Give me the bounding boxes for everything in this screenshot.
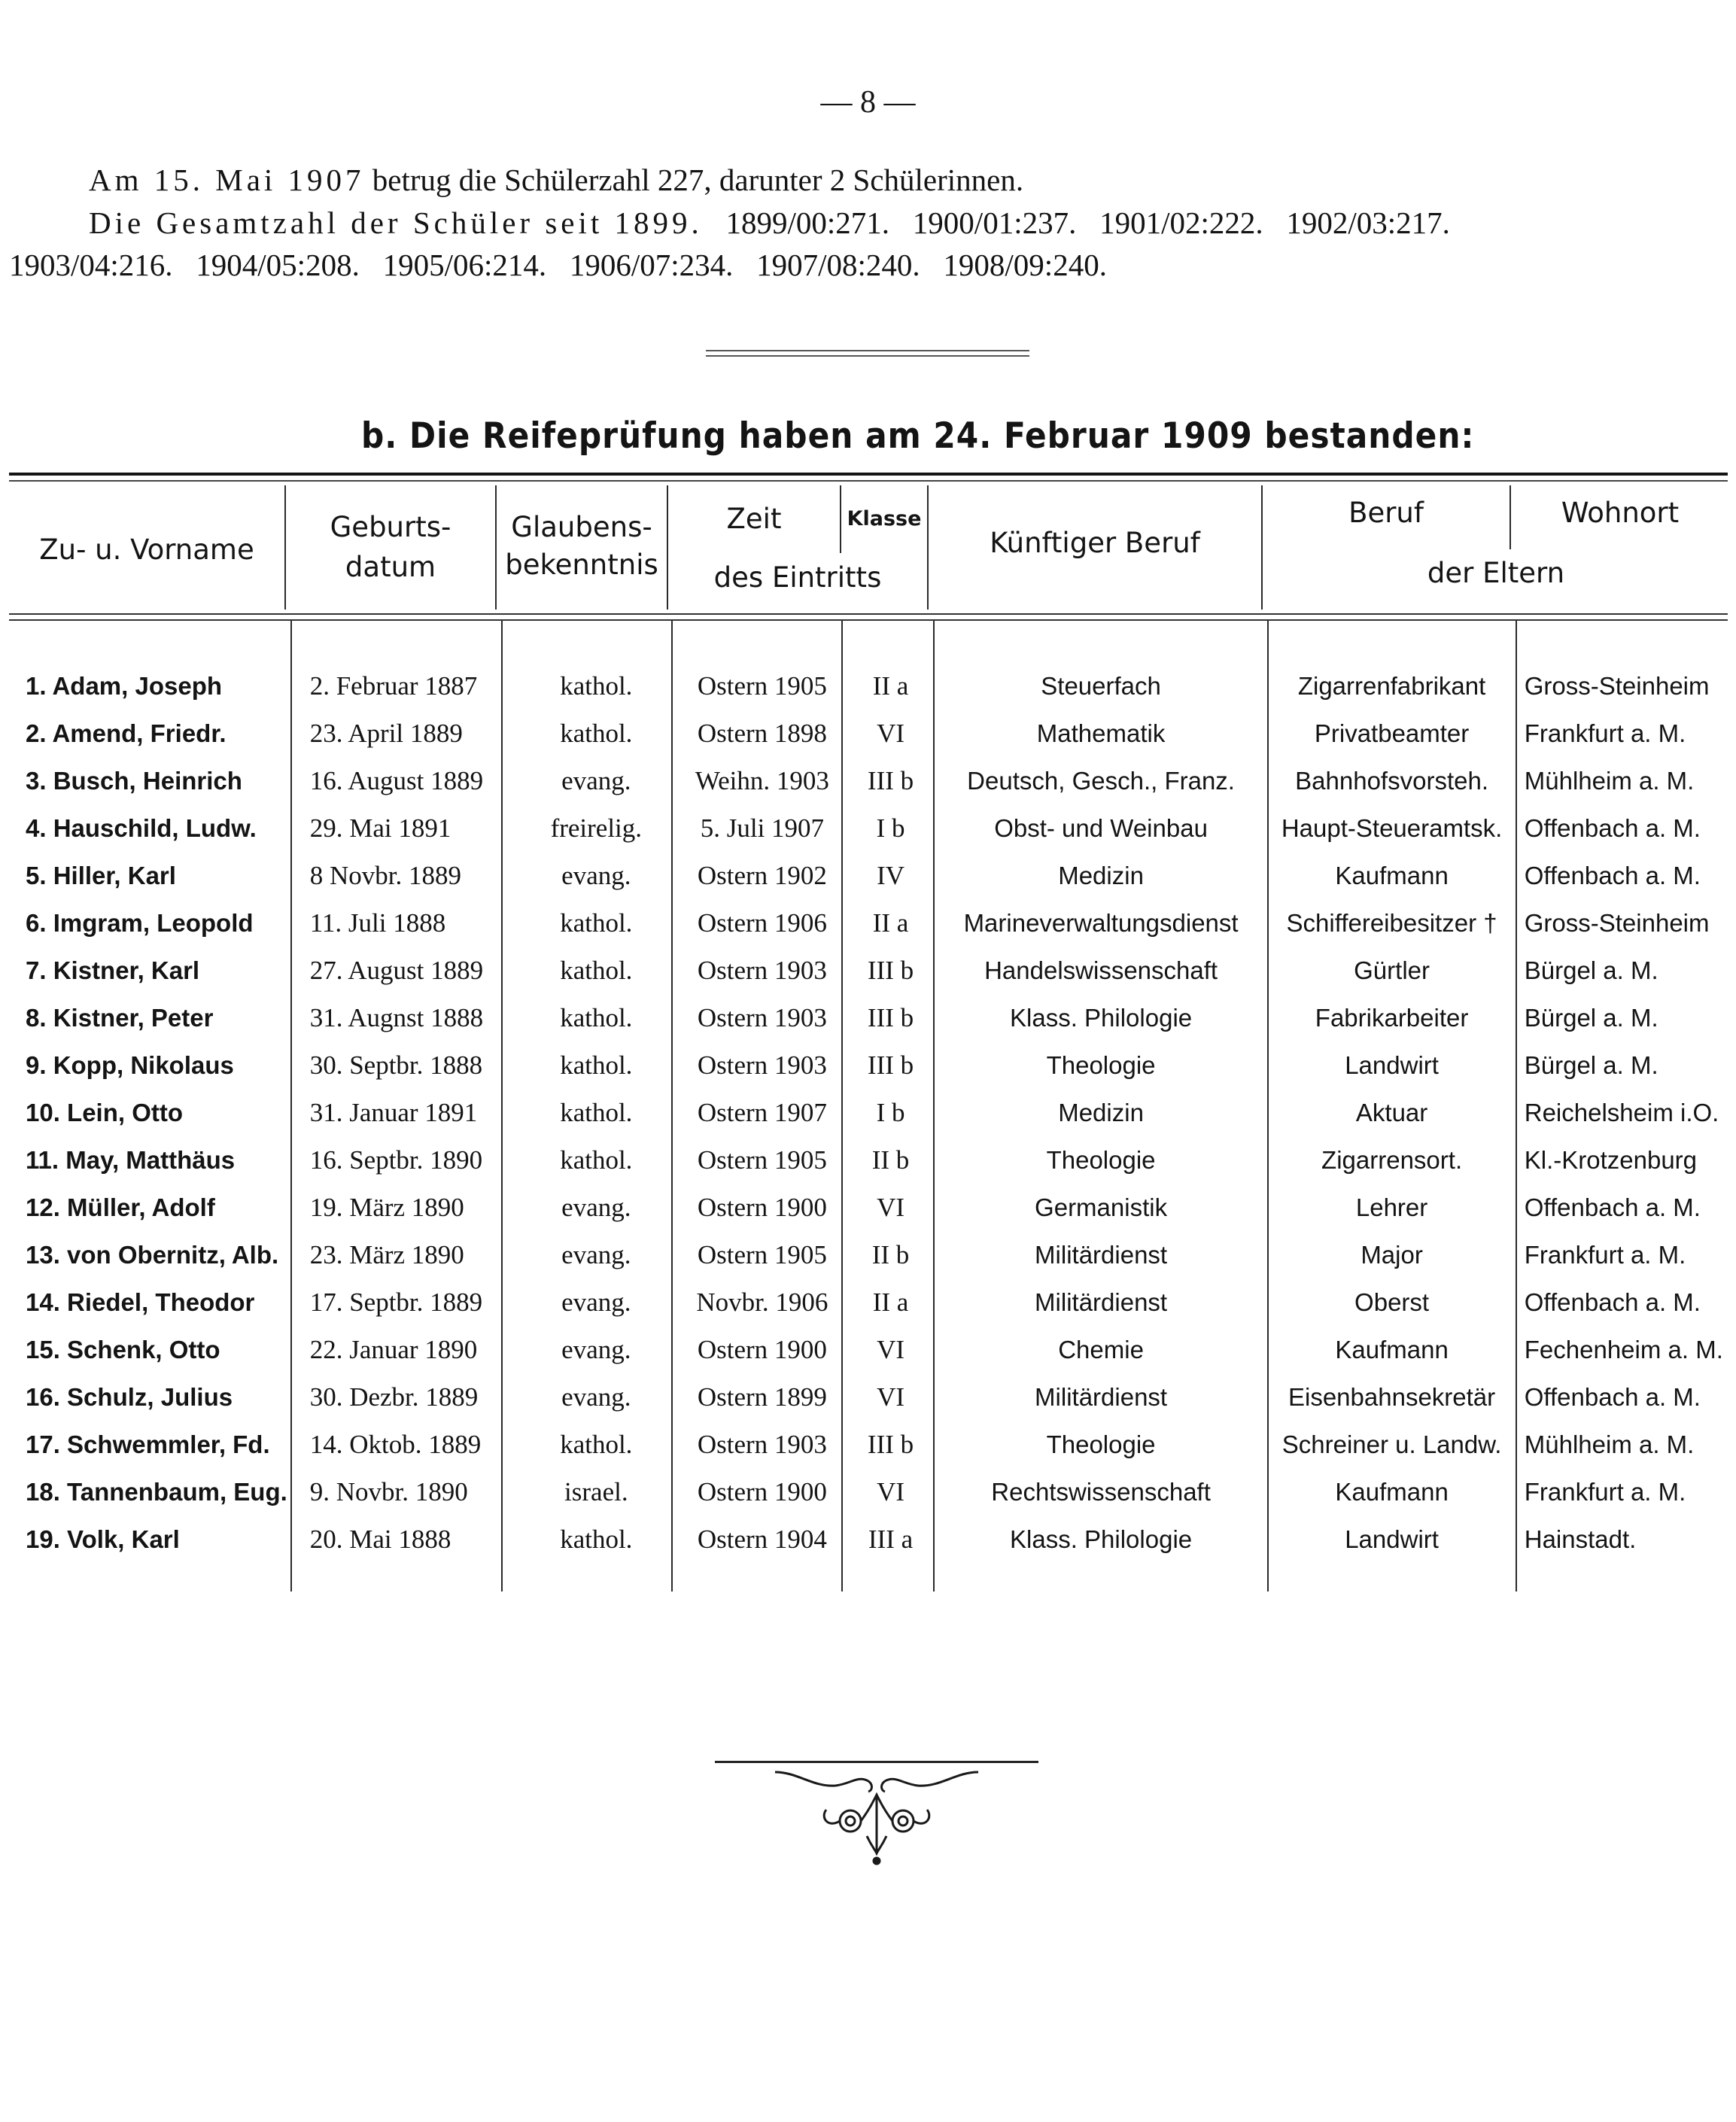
entry-class: II b [871, 1239, 910, 1269]
entry-date: Ostern 1905 [697, 1239, 827, 1269]
entry-date: Ostern 1902 [697, 860, 827, 890]
table-row [9, 1468, 1736, 1515]
birth-date: 22. Januar 1890 [309, 1334, 478, 1364]
entry-class: VI [877, 1476, 904, 1506]
parent-residence: Fechenheim a. M. [1524, 1335, 1723, 1363]
parent-occupation: Eisenbahnsekretär [1288, 1382, 1496, 1411]
table-row [9, 1373, 1736, 1421]
table-row [9, 1231, 1736, 1278]
header-birth-1: Geburts- [330, 511, 451, 543]
entry-date: Ostern 1905 [697, 1145, 827, 1175]
student-name: 19. Volk, Karl [26, 1525, 180, 1553]
table-row [9, 1326, 1736, 1373]
parent-occupation: Schreiner u. Landw. [1281, 1430, 1502, 1458]
future-career: Mathematik [1036, 719, 1166, 747]
birth-date: 23. April 1889 [309, 718, 463, 748]
parent-occupation: Lehrer [1355, 1193, 1428, 1221]
parent-residence: Offenbach a. M. [1524, 813, 1701, 842]
table-row [9, 1136, 1736, 1184]
table-row [9, 710, 1736, 757]
confession: evang. [561, 1334, 631, 1364]
header-residence: Wohnort [1561, 497, 1680, 529]
table-row [9, 1515, 1736, 1563]
parent-occupation: Haupt-Steueramtsk. [1281, 813, 1503, 842]
entry-class: II a [872, 670, 909, 701]
table-row [9, 1089, 1736, 1136]
future-career: Obst- und Weinbau [994, 813, 1208, 842]
table-row [9, 1184, 1736, 1231]
header-class: Klasse [847, 507, 922, 530]
student-name: 17. Schwemmler, Fd. [26, 1430, 270, 1458]
parent-residence: Frankfurt a. M. [1524, 1240, 1686, 1269]
parent-residence: Mühlheim a. M. [1524, 766, 1695, 795]
parent-occupation: Aktuar [1355, 1098, 1428, 1126]
table-row [9, 662, 1736, 710]
future-career: Militärdienst [1035, 1287, 1168, 1316]
parent-residence: Kl.-Krotzenburg [1524, 1145, 1698, 1174]
student-name: 9. Kopp, Nikolaus [26, 1050, 234, 1079]
parent-occupation: Oberst [1354, 1287, 1430, 1316]
table-row [9, 1421, 1736, 1468]
student-name: 16. Schulz, Julius [26, 1382, 233, 1411]
birth-date: 29. Mai 1891 [309, 813, 451, 843]
student-name: 14. Riedel, Theodor [26, 1287, 255, 1316]
student-name: 5. Hiller, Karl [26, 861, 176, 889]
entry-date: Ostern 1906 [697, 907, 827, 938]
parent-residence: Frankfurt a. M. [1524, 1477, 1686, 1506]
header-time: Zeit [726, 503, 782, 535]
entry-date: Ostern 1903 [697, 955, 827, 985]
future-career: Steuerfach [1041, 671, 1161, 700]
page-number: — 8 — [820, 85, 916, 120]
confession: kathol. [560, 1097, 633, 1127]
confession: kathol. [560, 1429, 633, 1459]
birth-date: 16. August 1889 [309, 765, 484, 795]
entry-date: Ostern 1907 [697, 1097, 827, 1127]
entry-class: III a [868, 1524, 914, 1554]
intro-line-1-date: Am 15. Mai 1907 [89, 163, 365, 197]
intro-line-3: 1903/04:216. 1904/05:208. 1905/06:214. 1906/07:234. 1907/08:240. 1908/09:240. [9, 248, 1107, 282]
table-top-rule-thin [9, 480, 1728, 482]
entry-date: Ostern 1898 [697, 718, 827, 748]
confession: kathol. [560, 1145, 633, 1175]
parent-occupation: Landwirt [1345, 1050, 1439, 1079]
parent-occupation: Zigarrensort. [1321, 1145, 1463, 1174]
parent-occupation: Landwirt [1345, 1525, 1439, 1553]
student-name: 4. Hauschild, Ludw. [26, 813, 257, 842]
entry-class: VI [877, 1382, 904, 1412]
parent-residence: Bürgel a. M. [1524, 1003, 1658, 1032]
confession: kathol. [560, 670, 633, 701]
entry-date: Weihn. 1903 [695, 765, 829, 795]
future-career: Militärdienst [1035, 1240, 1168, 1269]
student-name: 11. May, Matthäus [26, 1145, 236, 1174]
intro-line-2-text: Die Gesamtzahl der Schüler seit 1899. [89, 205, 703, 240]
entry-date: Novbr. 1906 [696, 1287, 828, 1317]
header-name: Zu- u. Vorname [39, 534, 254, 566]
parent-residence: Bürgel a. M. [1524, 956, 1658, 984]
confession: kathol. [560, 1050, 633, 1080]
entry-class: III b [867, 1429, 914, 1459]
entry-date: Ostern 1900 [697, 1192, 827, 1222]
student-name: 18. Tannenbaum, Eug. [26, 1477, 287, 1506]
entry-class: VI [877, 718, 904, 748]
birth-date: 23. März 1890 [309, 1239, 464, 1269]
parent-occupation: Kaufmann [1335, 1477, 1449, 1506]
flourish-ornament-icon [768, 1765, 986, 1870]
confession: evang. [561, 1192, 631, 1222]
entry-class: III b [867, 765, 914, 795]
birth-date: 31. Augnst 1888 [309, 1002, 484, 1032]
entry-class: VI [877, 1334, 904, 1364]
student-name: 1. Adam, Joseph [26, 671, 223, 700]
confession: kathol. [560, 718, 633, 748]
intro-line-1-text: betrug die Schülerzahl 227, darunter 2 Schülerinnen. [364, 163, 1024, 197]
confession: kathol. [560, 955, 633, 985]
header-career: Künftiger Beruf [990, 527, 1200, 559]
birth-date: 16. Septbr. 1890 [309, 1145, 483, 1175]
section-separator [706, 350, 1029, 357]
parent-residence: Offenbach a. M. [1524, 1382, 1701, 1411]
birth-date: 30. Septbr. 1888 [309, 1050, 483, 1080]
birth-date: 19. März 1890 [309, 1192, 464, 1222]
future-career: Klass. Philologie [1010, 1525, 1193, 1553]
birth-date: 20. Mai 1888 [309, 1524, 451, 1554]
future-career: Rechtswissenschaft [991, 1477, 1211, 1506]
parent-occupation: Zigarrenfabrikant [1297, 671, 1486, 700]
parent-occupation: Kaufmann [1335, 1335, 1449, 1363]
header-birth-2: datum [345, 551, 436, 583]
parent-residence: Bürgel a. M. [1524, 1050, 1658, 1079]
intro-line-2 [0, 205, 1736, 241]
birth-date: 30. Dezbr. 1889 [309, 1382, 479, 1412]
confession: evang. [561, 1287, 631, 1317]
header-bottom-rule [9, 613, 1728, 621]
parent-residence: Offenbach a. M. [1524, 861, 1701, 889]
header-faith-2: bekenntnis [505, 549, 658, 581]
parent-occupation: Bahnhofsvorsteh. [1295, 766, 1488, 795]
entry-class: I b [876, 1097, 905, 1127]
header-faith-1: Glaubens- [511, 511, 652, 543]
entry-class: III b [867, 955, 914, 985]
student-name: 3. Busch, Heinrich [26, 766, 242, 795]
entry-class: IV [877, 860, 904, 890]
table-row [9, 1278, 1736, 1326]
entry-class: VI [877, 1192, 904, 1222]
future-career: Medizin [1058, 861, 1144, 889]
entry-class: I b [876, 813, 905, 843]
table-row [9, 852, 1736, 899]
parent-residence: Reichelsheim i.O. [1524, 1098, 1719, 1126]
parent-residence: Gross-Steinheim [1524, 908, 1710, 937]
birth-date: 14. Oktob. 1889 [309, 1429, 482, 1459]
parent-occupation: Major [1361, 1240, 1423, 1269]
parent-occupation: Gürtler [1354, 956, 1430, 984]
entry-date: Ostern 1900 [697, 1334, 827, 1364]
entry-date: Ostern 1899 [697, 1382, 827, 1412]
entry-class: II b [871, 1145, 910, 1175]
table-row [9, 804, 1736, 852]
future-career: Deutsch, Gesch., Franz. [967, 766, 1235, 795]
confession: kathol. [560, 1002, 633, 1032]
entry-class: III b [867, 1050, 914, 1080]
birth-date: 9. Novbr. 1890 [309, 1476, 468, 1506]
future-career: Theologie [1046, 1430, 1156, 1458]
parent-residence: Mühlheim a. M. [1524, 1430, 1695, 1458]
parent-occupation: Fabrikarbeiter [1315, 1003, 1469, 1032]
parent-residence: Hainstadt. [1524, 1525, 1637, 1553]
future-career: Theologie [1046, 1050, 1156, 1079]
student-name: 2. Amend, Friedr. [26, 719, 227, 747]
table-row [9, 757, 1736, 804]
entry-class: II a [872, 907, 909, 938]
student-name: 13. von Obernitz, Alb. [26, 1240, 279, 1269]
confession: kathol. [560, 907, 633, 938]
table-row [9, 994, 1736, 1041]
parent-residence: Gross-Steinheim [1524, 671, 1710, 700]
future-career: Medizin [1058, 1098, 1144, 1126]
future-career: Klass. Philologie [1010, 1003, 1193, 1032]
future-career: Militärdienst [1035, 1382, 1168, 1411]
future-career: Marineverwaltungsdienst [963, 908, 1239, 937]
ornament-rule [715, 1761, 1038, 1763]
entry-date: Ostern 1903 [697, 1050, 827, 1080]
student-name: 10. Lein, Otto [26, 1098, 184, 1126]
student-name: 12. Müller, Adolf [26, 1193, 215, 1221]
table-row [9, 899, 1736, 947]
birth-date: 2. Februar 1887 [309, 670, 478, 701]
confession: evang. [561, 1239, 631, 1269]
entry-class: II a [872, 1287, 909, 1317]
parent-residence: Offenbach a. M. [1524, 1193, 1701, 1221]
confession: evang. [561, 1382, 631, 1412]
birth-date: 8 Novbr. 1889 [309, 860, 461, 890]
entry-date: Ostern 1900 [697, 1476, 827, 1506]
table-top-rule [9, 473, 1728, 476]
future-career: Germanistik [1035, 1193, 1168, 1221]
parent-occupation: Schiffereibesitzer † [1286, 908, 1497, 937]
birth-date: 17. Septbr. 1889 [309, 1287, 483, 1317]
student-name: 8. Kistner, Peter [26, 1003, 214, 1032]
confession: israel. [564, 1476, 628, 1506]
graduates-table [9, 662, 1736, 1563]
confession: evang. [561, 860, 631, 890]
entry-date: Ostern 1903 [697, 1002, 827, 1032]
birth-date: 27. August 1889 [309, 955, 484, 985]
intro-line-1 [0, 162, 1736, 198]
confession: kathol. [560, 1524, 633, 1554]
header-entry: des Eintritts [713, 561, 882, 594]
future-career: Chemie [1058, 1335, 1144, 1363]
intro-line-2-counts: 1899/00:271. 1900/01:237. 1901/02:222. 1902/03:217. [702, 205, 1450, 240]
section-heading: b. Die Reifeprüfung haben am 24. Februar 1909 bestanden: [361, 415, 1475, 457]
birth-date: 11. Juli 1888 [309, 907, 446, 938]
entry-date: Ostern 1904 [697, 1524, 827, 1554]
confession: evang. [561, 765, 631, 795]
entry-class: III b [867, 1002, 914, 1032]
student-name: 7. Kistner, Karl [26, 956, 200, 984]
table-row [9, 947, 1736, 994]
parent-residence: Offenbach a. M. [1524, 1287, 1701, 1316]
future-career: Handelswissenschaft [984, 956, 1218, 984]
parent-occupation: Privatbeamter [1314, 719, 1470, 747]
parent-residence: Frankfurt a. M. [1524, 719, 1686, 747]
student-name: 15. Schenk, Otto [26, 1335, 220, 1363]
entry-date: Ostern 1905 [697, 670, 827, 701]
parent-occupation: Kaufmann [1335, 861, 1449, 889]
student-name: 6. Imgram, Leopold [26, 908, 254, 937]
header-parents-job: Beruf [1348, 497, 1424, 529]
entry-date: Ostern 1903 [697, 1429, 827, 1459]
entry-date: 5. Juli 1907 [700, 813, 825, 843]
header-parents: der Eltern [1427, 557, 1565, 589]
birth-date: 31. Januar 1891 [309, 1097, 478, 1127]
confession: freirelig. [550, 813, 643, 843]
table-row [9, 1041, 1736, 1089]
future-career: Theologie [1046, 1145, 1156, 1174]
